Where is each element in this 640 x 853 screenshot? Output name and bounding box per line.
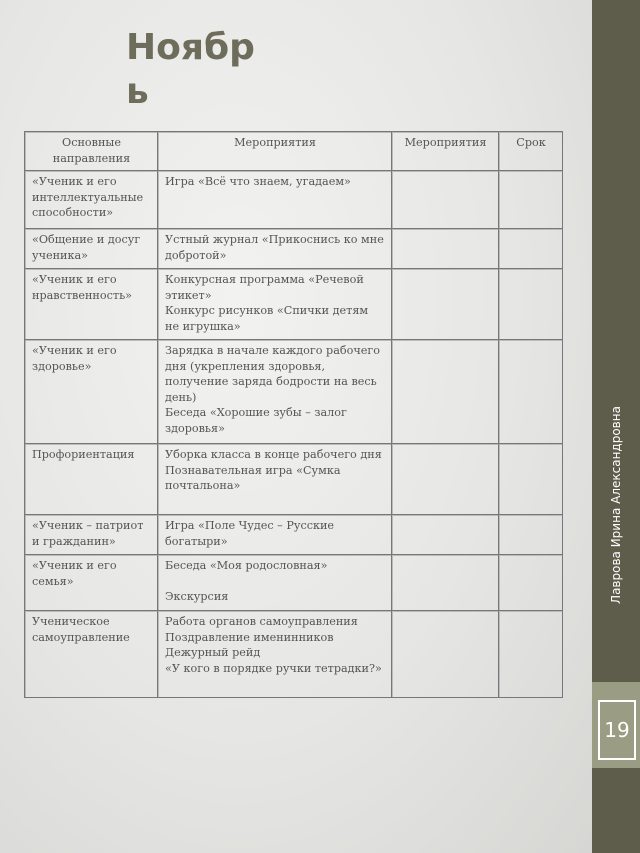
event-item: Конкурс рисунков «Спички детям не игрушка» — [165, 304, 369, 333]
header-events-2: Мероприятия — [392, 132, 499, 171]
table-row — [25, 171, 563, 229]
row-events — [158, 515, 392, 555]
table-row — [25, 269, 563, 340]
event-item: Уборка класса в конце рабочего дня — [165, 448, 382, 461]
table-row — [25, 229, 563, 269]
event-item: Беседа «Хорошие зубы – залог здоровья» — [165, 406, 347, 435]
row-events — [158, 555, 392, 611]
row-deadline-empty — [499, 269, 563, 340]
author-name: Лаврова Ирина Александровна — [609, 406, 623, 604]
event-item: Беседа «Моя родословная» — [165, 559, 328, 572]
table-row — [25, 340, 563, 444]
event-item: Работа органов самоуправления — [165, 615, 358, 628]
event-item: Экскурсия — [165, 589, 229, 603]
row-direction: «Ученик и его здоровье» — [25, 340, 158, 444]
row-events — [158, 444, 392, 515]
event-item: Игра «Всё что знаем, угадаем» — [165, 175, 351, 188]
slide-title: Ноябрь — [126, 27, 255, 112]
event-item: Познавательная игра «Сумка почтальона» — [165, 463, 341, 492]
row-deadline-empty — [499, 229, 563, 269]
row-deadline-empty — [499, 340, 563, 444]
row-direction: «Ученик и его семья» — [25, 555, 158, 611]
header-directions: Основные направления — [25, 132, 158, 171]
header-deadline: Срок — [499, 132, 563, 171]
event-gap — [165, 574, 385, 589]
event-item: Устный журнал «Прикоснись ко мне добротой» — [165, 233, 384, 262]
event-item: «У кого в порядке ручки тетрадки?» — [165, 661, 382, 675]
row-events-empty — [392, 611, 499, 698]
row-direction: «Ученик – патриот и гражданин» — [25, 515, 158, 555]
event-item: Поздравление именинников — [165, 630, 334, 644]
row-events-empty — [392, 171, 499, 229]
event-item: Дежурный рейд — [165, 646, 261, 659]
row-events-empty — [392, 444, 499, 515]
header-events: Мероприятия — [158, 132, 392, 171]
event-item: Игра «Поле Чудес – Русские богатыри» — [165, 519, 335, 548]
row-events-empty — [392, 340, 499, 444]
row-deadline-empty — [499, 611, 563, 698]
row-events — [158, 171, 392, 229]
table-row — [25, 515, 563, 555]
table-row — [25, 611, 563, 698]
row-deadline-empty — [499, 444, 563, 515]
table-header-row — [25, 132, 563, 171]
row-events — [158, 229, 392, 269]
row-deadline-empty — [499, 555, 563, 611]
row-events — [158, 269, 392, 340]
table-row — [25, 555, 563, 611]
row-deadline-empty — [499, 171, 563, 229]
row-events-empty — [392, 269, 499, 340]
row-events — [158, 611, 392, 698]
row-direction: «Ученик и его интеллектуальные способности» — [25, 171, 158, 229]
row-direction: Профориентация — [25, 444, 158, 515]
row-direction: «Общение и досуг ученика» — [25, 229, 158, 269]
event-item: Зарядка в начале каждого рабочего дня (укрепления здоровья, получение заряда бодрости на весь день) — [165, 344, 380, 404]
row-events — [158, 340, 392, 444]
row-events-empty — [392, 555, 499, 611]
activity-plan-table — [24, 131, 563, 698]
row-events-empty — [392, 229, 499, 269]
page-number: 19 — [598, 700, 636, 760]
event-item: Конкурсная программа «Речевой этикет» — [165, 273, 364, 302]
row-events-empty — [392, 515, 499, 555]
row-direction: «Ученик и его нравственность» — [25, 269, 158, 340]
table-row — [25, 444, 563, 515]
row-direction: Ученическое самоуправление — [25, 611, 158, 698]
row-deadline-empty — [499, 515, 563, 555]
